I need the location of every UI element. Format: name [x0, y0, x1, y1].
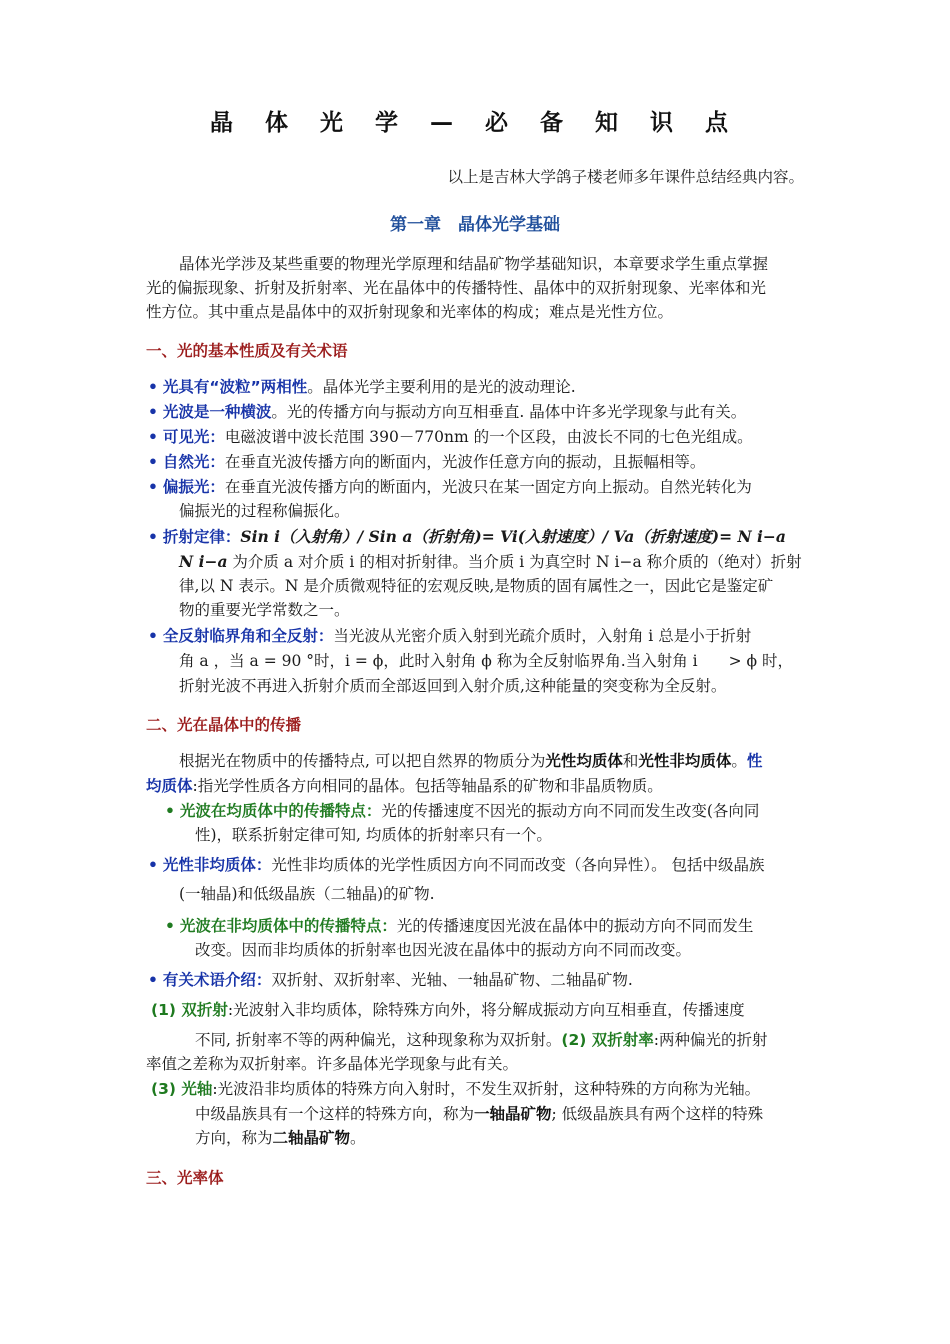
section-2-heading: 二、光在晶体中的传播	[146, 716, 302, 734]
document-subtitle: 以上是吉林大学鸽子楼老师多年课件总结经典内容。	[447, 168, 804, 186]
section-1-heading: 一、光的基本性质及有关术语	[146, 342, 348, 360]
term-total-reflection: 全反射临界角和全反射：	[162, 627, 334, 645]
text-optic-axis-1: :光波沿非均质体的特殊方向入射时，不发生双折射，这种特殊的方向称为光轴。	[212, 1080, 761, 1098]
text-birefringence-rate: :两种偏光的折射	[653, 1031, 768, 1049]
term-isotropic: 光性均质体	[545, 752, 623, 770]
bullet-icon: •	[148, 427, 158, 446]
bullet-icon: •	[148, 477, 158, 496]
item-anisotropic	[148, 853, 765, 877]
text-birefringence-rate-2: 率值之差称为双折射率。许多晶体光学现象与此有关。	[146, 1055, 519, 1073]
text-optic-axis-2c: ; 低级晶族具有两个这样的特殊	[551, 1105, 764, 1123]
text-anisotropic-propagation-2: 改变。因而非均质体的折射率也因光波在晶体中的振动方向不同而改变。	[195, 941, 692, 959]
bullet-icon: •	[148, 855, 158, 874]
formula-refraction-law: Sin i（入射角）/ Sin a（折射角)= Vi(入射速度）/ Va（折射速度)= N i−a	[240, 527, 786, 546]
term-natural-light: 自然光：	[162, 453, 225, 471]
item-anisotropic-propagation	[165, 914, 753, 938]
bullet-icon: •	[165, 916, 175, 935]
chapter-heading: 第一章 晶体光学基础	[390, 215, 560, 235]
text-birefringence-1: :光波射入非均质体，除特殊方向外，将分解成振动方向互相垂直，传播速度	[227, 1001, 745, 1019]
s2-para-line-2	[146, 774, 663, 798]
intro-line-1: 晶体光学涉及某些重要的物理光学原理和结晶矿物学基础知识，本章要求学生重点掌握	[179, 255, 769, 273]
text-optic-axis-2	[195, 1102, 763, 1126]
term-wave-particle: 光具有“波粒”两相性	[162, 378, 308, 396]
bullet-icon: •	[148, 626, 158, 645]
s2-text: 和	[622, 752, 639, 770]
text-optic-axis-2a: 中级晶族具有一个这样的特殊方向，称为	[195, 1105, 475, 1123]
bullet-icon: •	[148, 527, 158, 546]
s2-para-line-1	[179, 749, 762, 773]
text-related-terms: 双折射、双折射率、光轴、一轴晶矿物、二轴晶矿物.	[271, 971, 633, 989]
text-birefringence-2	[195, 1028, 767, 1052]
bullet-icon: •	[148, 452, 158, 471]
term-isotropic-def-b: 均质体	[146, 777, 193, 795]
text-visible-light: 电磁波谱中波长范围 390－770nm 的一个区段，由波长不同的七色光组成。	[224, 428, 753, 446]
s2-text: 根据光在物质中的传播特点, 可以把自然界的物质分为	[179, 752, 546, 770]
item-birefringence	[151, 998, 745, 1022]
document-title: 晶 体 光 学 — 必 备 知 识 点	[209, 110, 741, 136]
text-refraction-relative: 为介质 a 对介质 i 的相对折射律。当介质 i 为真空时 N i−a 称介质的（绝对）折射	[227, 553, 802, 571]
text-polarized-light: 在垂直光波传播方向的断面内，光波只在某一固定方向上振动。自然光转化为	[224, 478, 752, 496]
term-uniaxial: 一轴晶矿物	[474, 1105, 552, 1123]
item-isotropic-propagation	[165, 799, 759, 823]
term-transverse-wave: 光波是一种横波	[162, 403, 272, 421]
term-visible-light: 可见光：	[162, 428, 225, 446]
bullet-icon: •	[148, 377, 158, 396]
section-3-heading: 三、光率体	[146, 1169, 224, 1187]
term-polarized-light: 偏振光：	[162, 478, 225, 496]
text-wave-particle: 。晶体光学主要利用的是光的波动理论.	[307, 378, 576, 396]
text-anisotropic-propagation-1: 光的传播速度因光波在晶体中的振动方向不同而发生	[396, 917, 754, 935]
bullet-icon: •	[148, 402, 158, 421]
item-visible-light	[148, 425, 753, 449]
term-birefringence: (1) 双折射	[151, 1001, 228, 1019]
term-related-terms: 有关术语介绍：	[162, 971, 272, 989]
term-isotropic-propagation: 光波在均质体中的传播特点：	[179, 802, 382, 820]
text-polarized-light-cont: 偏振光的过程称偏振化。	[179, 502, 350, 520]
text-birefringence-2a: 不同, 折射率不等的两种偏光，这种现象称为双折射。	[195, 1031, 562, 1049]
item-wave-particle	[148, 375, 576, 399]
intro-line-3: 性方位。其中重点是晶体中的双折射现象和光率体的构成；难点是光性方位。	[146, 303, 674, 321]
bullet-icon: •	[165, 801, 175, 820]
term-anisotropic: 光性非均质体	[638, 752, 732, 770]
term-anisotropic-propagation: 光波在非均质体中的传播特点：	[179, 917, 397, 935]
text-natural-light: 在垂直光波传播方向的断面内，光波作任意方向的振动，且振幅相等。	[224, 453, 706, 471]
s2-text: 。	[731, 752, 747, 770]
text-isotropic-propagation-2: 性)，联系折射定律可知, 均质体的折射率只有一个。	[195, 826, 552, 844]
s2-text: :指光学性质各方向相同的晶体。包括等轴晶系的矿物和非晶质物质。	[192, 777, 663, 795]
text-optic-axis-3	[195, 1126, 366, 1150]
item-optic-axis	[151, 1077, 760, 1101]
text-transverse-wave: 。光的传播方向与振动方向互相垂直. 晶体中许多光学现象与此有关。	[271, 403, 747, 421]
term-optic-axis: (3) 光轴	[151, 1080, 213, 1098]
text-refraction-line-2	[179, 550, 802, 574]
term-refraction-law: 折射定律：	[162, 528, 241, 546]
text-anisotropic-1: 光性非均质体的光学性质因方向不同而改变（各向异性）。 包括中级晶族	[271, 856, 765, 874]
text-optic-axis-3a: 方向，称为	[195, 1129, 273, 1147]
text-refraction-line-4: 物的重要光学常数之一。	[179, 601, 350, 619]
text-total-reflection-1: 当光波从光密介质入射到光疏介质时，入射角 i 总是小于折射	[333, 627, 752, 645]
symbol-n-ia: N i−a	[179, 552, 228, 571]
text-total-reflection-3: 折射光波不再进入折射介质而全部返回到入射介质,这种能量的突变称为全反射。	[179, 677, 727, 695]
text-anisotropic-2: (一轴晶)和低级晶族（二轴晶)的矿物.	[179, 885, 435, 903]
text-isotropic-propagation: 光的传播速度不因光的振动方向不同而发生改变(各向同	[381, 802, 760, 820]
term-biaxial: 二轴晶矿物	[272, 1129, 351, 1147]
item-related-terms	[148, 968, 633, 992]
term-birefringence-rate: (2) 双折射率	[561, 1031, 654, 1049]
bullet-icon: •	[148, 970, 158, 989]
term-isotropic-def-a: 性	[746, 752, 763, 770]
term-anisotropic-def: 光性非均质体：	[162, 856, 272, 874]
item-transverse-wave	[148, 400, 746, 424]
item-total-reflection	[148, 624, 751, 648]
item-refraction-law	[148, 525, 786, 549]
item-polarized-light	[148, 475, 752, 499]
text-optic-axis-3c: 。	[350, 1129, 366, 1147]
item-natural-light	[148, 450, 705, 474]
text-refraction-line-3: 律,以 N 表示。N 是介质微观特征的宏观反映,是物质的固有属性之一，因此它是鉴定矿	[179, 577, 774, 595]
text-total-reflection-2: 角 a ，当 a = 90 °时，i = ϕ，此时入射角 ϕ 称为全反射临界角.当入射角 i > ϕ 时，	[179, 652, 794, 670]
intro-line-2: 光的偏振现象、折射及折射率、光在晶体中的传播特性、晶体中的双折射现象、光率体和光	[146, 279, 767, 297]
